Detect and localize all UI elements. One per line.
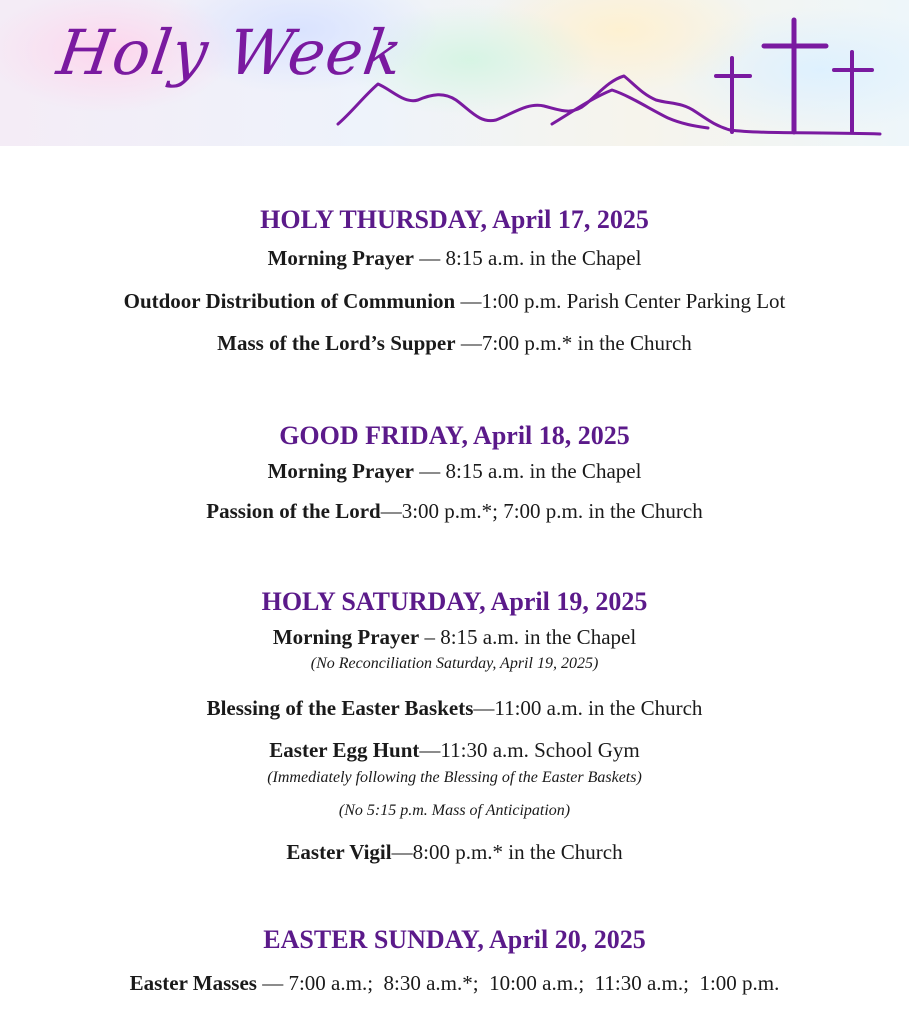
event-detail: — 8:15 a.m. in the Chapel bbox=[413, 246, 642, 270]
event-name: Morning Prayer bbox=[267, 246, 414, 270]
schedule-line bbox=[0, 624, 909, 650]
event-name: Blessing of the Easter Baskets bbox=[206, 696, 474, 720]
schedule-line bbox=[0, 498, 909, 524]
schedule-line bbox=[0, 839, 909, 865]
event-detail: —1:00 p.m. Parish Center Parking Lot bbox=[455, 289, 786, 313]
section-easter-sunday bbox=[0, 924, 909, 956]
event-detail: —11:30 a.m. School Gym bbox=[419, 738, 640, 762]
schedule-note: (No Reconciliation Saturday, April 19, 2025) bbox=[310, 655, 599, 672]
section-heading: GOOD FRIDAY, April 18, 2025 bbox=[279, 421, 630, 450]
event-detail: —3:00 p.m.*; 7:00 p.m. in the Church bbox=[380, 499, 703, 523]
section-heading: EASTER SUNDAY, April 20, 2025 bbox=[263, 925, 646, 954]
schedule-line bbox=[0, 245, 909, 271]
section-good-friday bbox=[0, 420, 909, 452]
section-heading: HOLY SATURDAY, April 19, 2025 bbox=[261, 587, 648, 616]
schedule-note: (Immediately following the Blessing of the Easter Baskets) bbox=[267, 769, 642, 786]
schedule-line bbox=[0, 330, 909, 356]
event-name: Morning Prayer bbox=[267, 459, 414, 483]
schedule-line bbox=[0, 737, 909, 763]
schedule-note: (No 5:15 p.m. Mass of Anticipation) bbox=[338, 802, 571, 819]
schedule-line bbox=[0, 970, 909, 996]
event-detail: —11:00 a.m. in the Church bbox=[473, 696, 703, 720]
schedule-line bbox=[0, 288, 909, 314]
mountains-icon bbox=[338, 76, 880, 134]
event-detail: —8:00 p.m.* in the Church bbox=[391, 840, 623, 864]
event-name: Easter Vigil bbox=[286, 840, 392, 864]
holy-week-banner bbox=[0, 0, 909, 146]
banner-title: Holy Week bbox=[52, 16, 408, 89]
section-heading: HOLY THURSDAY, April 17, 2025 bbox=[260, 205, 649, 234]
three-crosses-icon bbox=[716, 20, 872, 132]
event-name: Easter Egg Hunt bbox=[269, 738, 420, 762]
event-name: Easter Masses bbox=[129, 971, 257, 995]
event-name: Morning Prayer bbox=[272, 625, 420, 649]
event-name: Outdoor Distribution of Communion bbox=[123, 289, 456, 313]
event-detail: — 8:15 a.m. in the Chapel bbox=[413, 459, 642, 483]
schedule-line bbox=[0, 695, 909, 721]
section-holy-thursday bbox=[0, 204, 909, 236]
event-name: Mass of the Lord’s Supper bbox=[217, 331, 456, 355]
event-detail: – 8:15 a.m. in the Chapel bbox=[419, 625, 637, 649]
schedule-line bbox=[0, 458, 909, 484]
section-holy-saturday bbox=[0, 586, 909, 618]
event-detail: — 7:00 a.m.; 8:30 a.m.*; 10:00 a.m.; 11:30 a.m.; 1:00 p.m. bbox=[256, 971, 780, 995]
event-detail: —7:00 p.m.* in the Church bbox=[455, 331, 692, 355]
event-name: Passion of the Lord bbox=[206, 499, 381, 523]
